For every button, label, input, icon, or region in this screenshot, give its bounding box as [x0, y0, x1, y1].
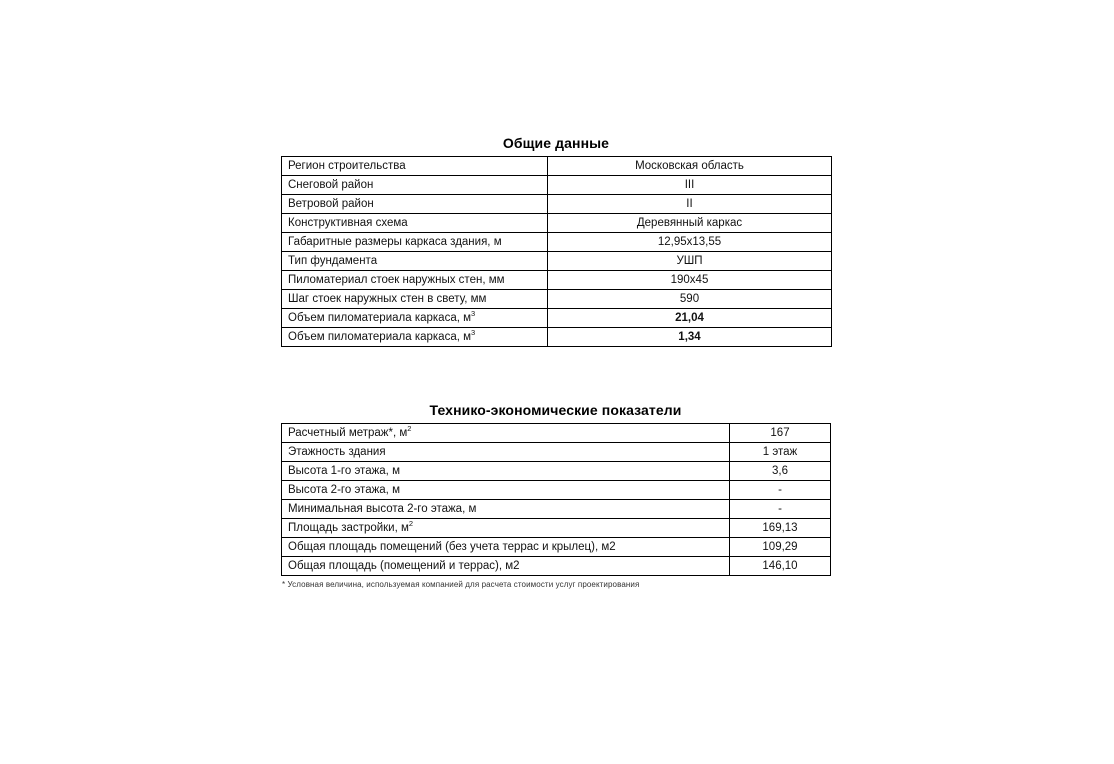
- table-row: [282, 519, 831, 538]
- row-label-cell: [282, 309, 548, 328]
- table-row: [282, 214, 832, 233]
- row-label-cell: [282, 462, 730, 481]
- row-label-cell: [282, 214, 548, 233]
- table-row: [282, 195, 832, 214]
- row-label-cell: [282, 252, 548, 271]
- table-row: [282, 176, 832, 195]
- row-value-cell: 590: [548, 290, 832, 309]
- row-label: Общая площадь (помещений и террас), м2: [288, 559, 520, 572]
- row-label: Пиломатериал стоек наружных стен, мм: [288, 273, 505, 286]
- row-label: Минимальная высота 2-го этажа, м: [288, 502, 477, 515]
- unit-superscript: 2: [407, 423, 412, 433]
- row-label-cell: [282, 424, 730, 443]
- row-label: Конструктивная схема: [288, 216, 408, 229]
- row-label-cell: [282, 195, 548, 214]
- row-label-cell: [282, 538, 730, 557]
- row-label: Тип фундамента: [288, 254, 378, 267]
- table-row: [282, 309, 832, 328]
- row-label-cell: [282, 176, 548, 195]
- row-label-cell: [282, 557, 730, 576]
- table-row: [282, 538, 831, 557]
- row-label-cell: [282, 271, 548, 290]
- technical-economic-title: Технико-экономические показатели: [429, 402, 682, 418]
- row-label-cell: [282, 481, 730, 500]
- table-row: [282, 328, 832, 347]
- row-label-cell: [282, 328, 548, 347]
- row-value-cell: УШП: [548, 252, 832, 271]
- row-label: Площадь застройки, м: [288, 521, 409, 534]
- row-value-cell: -: [730, 481, 831, 500]
- row-label: Регион строительства: [288, 159, 406, 172]
- row-label-cell: [282, 443, 730, 462]
- table-row: [282, 271, 832, 290]
- row-value-cell: -: [730, 500, 831, 519]
- row-value-cell: 167: [730, 424, 831, 443]
- row-value-cell: 12,95x13,55: [548, 233, 832, 252]
- table-row: [282, 252, 832, 271]
- general-data-title: Общие данные: [502, 135, 610, 151]
- row-value-cell: III: [548, 176, 832, 195]
- row-value-cell: 190x45: [548, 271, 832, 290]
- table-row: [282, 233, 832, 252]
- row-value-cell: 21,04: [548, 309, 832, 328]
- table-row: [282, 557, 831, 576]
- row-value-cell: 146,10: [730, 557, 831, 576]
- technical-economic-section: [281, 402, 830, 589]
- row-label: Объем пиломатериала каркаса, м: [288, 311, 472, 324]
- unit-superscript: 3: [471, 327, 476, 337]
- row-value-cell: Московская область: [548, 157, 832, 176]
- row-value-cell: 109,29: [730, 538, 831, 557]
- table-row: [282, 462, 831, 481]
- unit-superscript: 3: [471, 308, 476, 318]
- row-label: Шаг стоек наружных стен в свету, мм: [288, 292, 487, 305]
- row-label: Высота 1-го этажа, м: [288, 464, 400, 477]
- table-row: [282, 424, 831, 443]
- row-value-cell: II: [548, 195, 832, 214]
- row-value-cell: Деревянный каркас: [548, 214, 832, 233]
- row-label: Снеговой район: [288, 178, 374, 191]
- table-row: [282, 443, 831, 462]
- unit-superscript: 2: [408, 518, 414, 528]
- row-label-cell: [282, 157, 548, 176]
- row-label: Объем пиломатериала каркаса, м: [288, 330, 472, 343]
- row-label-cell: [282, 500, 730, 519]
- general-data-section: [281, 135, 831, 347]
- general-data-table: [281, 156, 832, 347]
- row-label: Общая площадь помещений (без учета террас и крылец), м2: [288, 540, 616, 553]
- row-label: Ветровой район: [288, 197, 374, 210]
- table-row: [282, 500, 831, 519]
- row-label: Высота 2-го этажа, м: [288, 483, 400, 496]
- row-value-cell: 1,34: [548, 328, 832, 347]
- row-label-cell: [282, 290, 548, 309]
- technical-economic-table: [281, 423, 831, 576]
- row-value-cell: 169,13: [730, 519, 831, 538]
- row-label: Габаритные размеры каркаса здания, м: [288, 235, 502, 248]
- row-label: Этажность здания: [288, 445, 386, 458]
- table-row: [282, 481, 831, 500]
- row-label: Расчетный метраж*, м: [288, 426, 408, 439]
- footnote: * Условная величина, используемая компанией для расчета стоимости услуг проектирования: [282, 580, 640, 589]
- table-row: [282, 157, 832, 176]
- row-label-cell: [282, 233, 548, 252]
- row-label-cell: [282, 519, 730, 538]
- row-value-cell: 1 этаж: [730, 443, 831, 462]
- table-row: [282, 290, 832, 309]
- row-value-cell: 3,6: [730, 462, 831, 481]
